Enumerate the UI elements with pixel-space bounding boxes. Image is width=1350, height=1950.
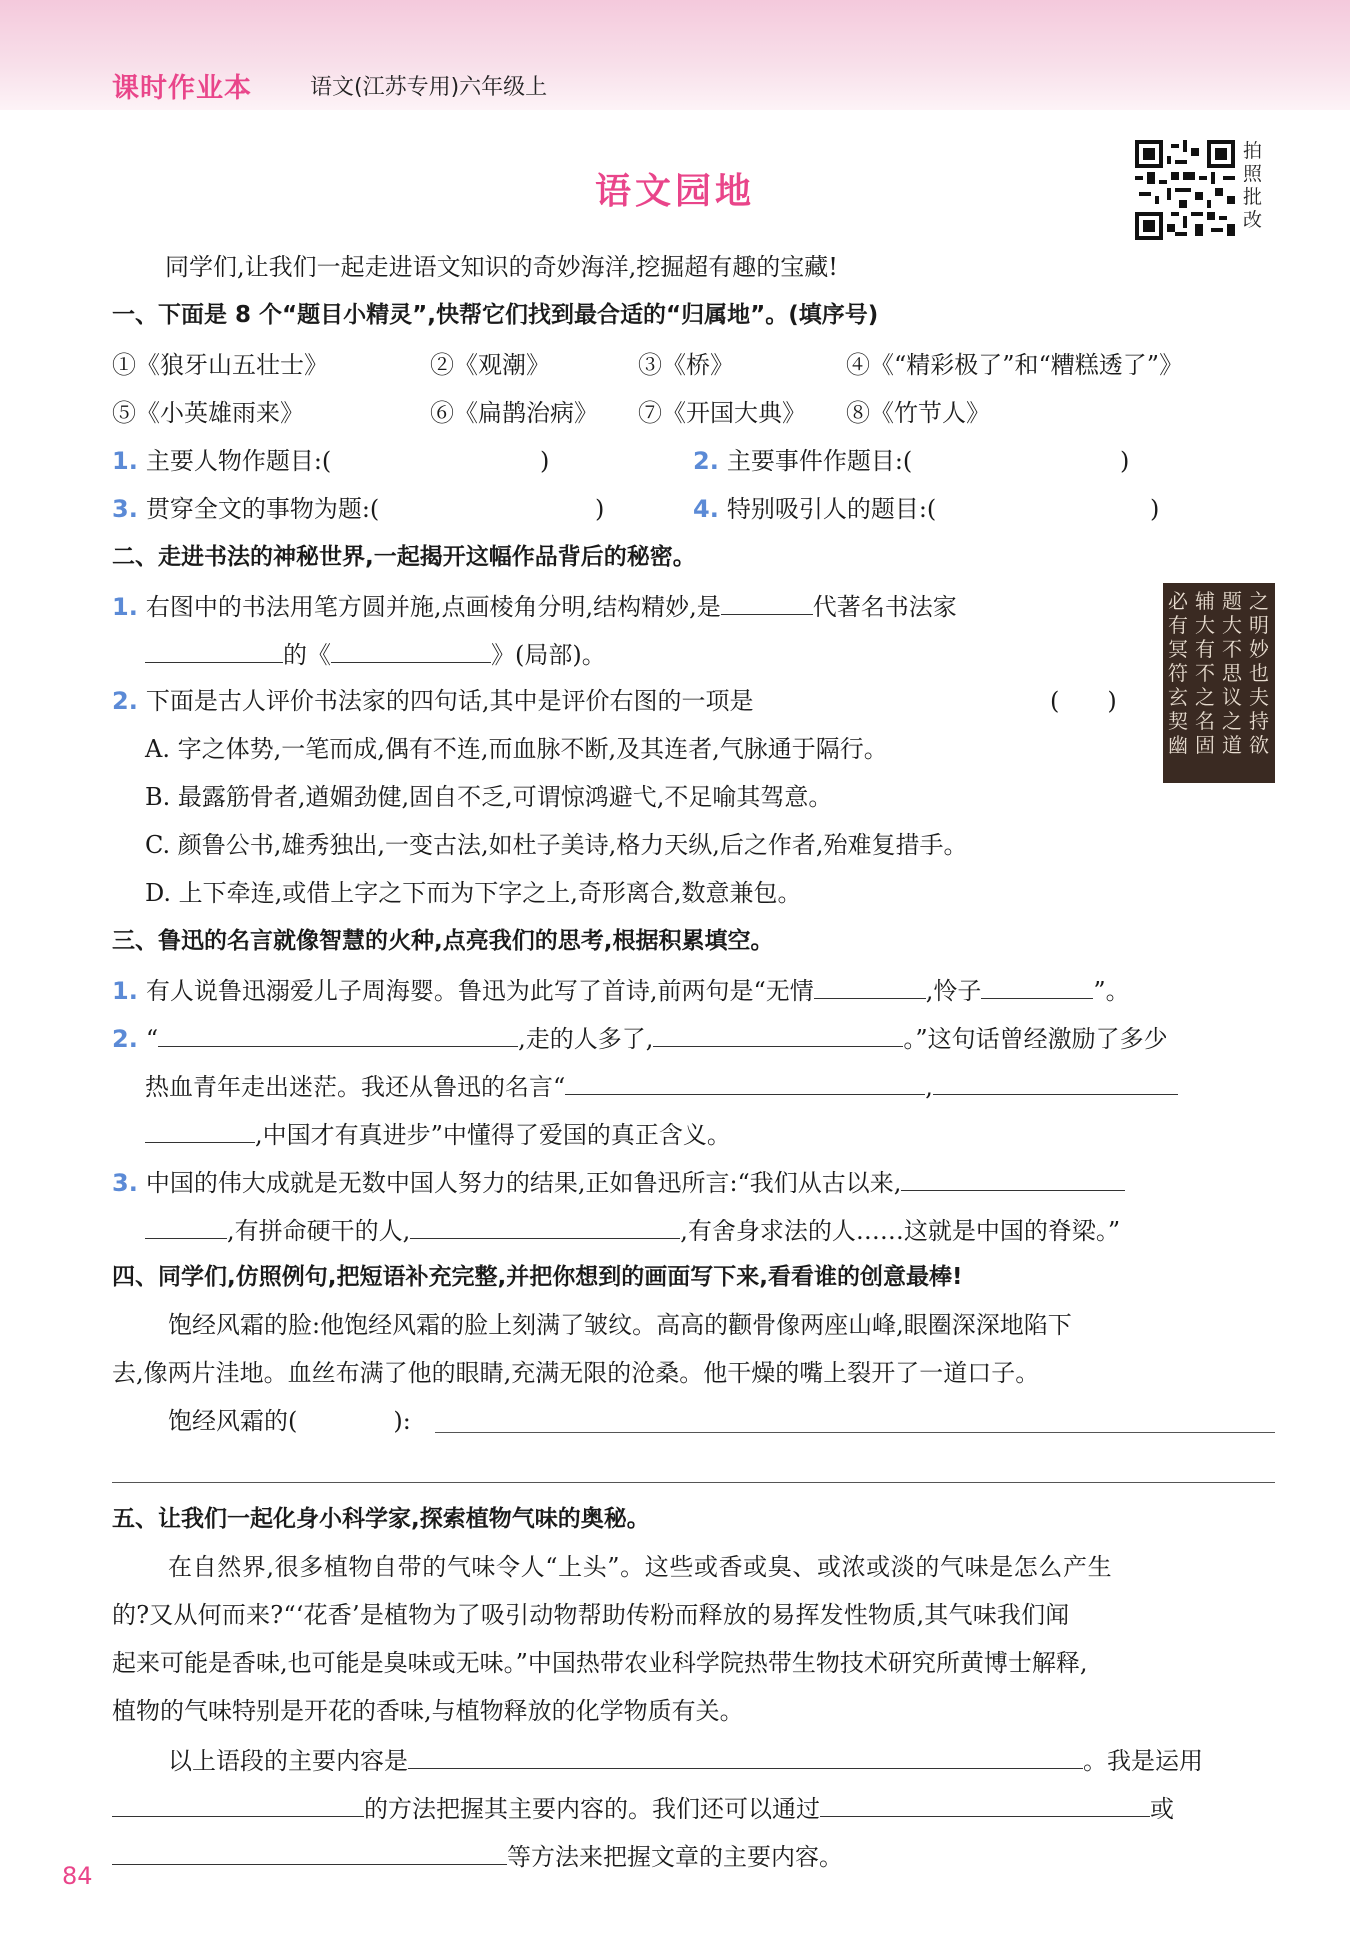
question-text: 以上语段的主要内容是 [168,1747,408,1775]
option-3: ③《桥》 [638,351,734,379]
calligraphy-column: 之明妙也夫持欲 [1249,589,1269,757]
s4-fill-label: 饱经风霜的( ): [168,1407,411,1435]
answer-blank[interactable] [901,1166,1125,1191]
answer-blank[interactable] [653,1022,903,1047]
question-text: 贯穿全文的事物为题:( [145,495,380,523]
question-number: 2. [112,1025,138,1053]
s3-question-2-end [145,1118,731,1150]
s3-question-3-cont [145,1214,1120,1246]
s3-question-2 [112,1022,1168,1054]
question-text: 热血青年走出迷茫。我还从鲁迅的名言“ [145,1073,566,1101]
question-text: 下面是古人评价书法家的四句话,其中是评价右图的一项是 [145,687,754,715]
answer-blank[interactable] [145,1214,227,1239]
brand-title: 课时作业本 [112,73,252,104]
page-number: 84 [62,1862,93,1890]
question-text: 的《 [283,641,331,669]
option-8: ⑧《竹节人》 [846,399,990,427]
reading-paragraph-line: 在自然界,很多植物自带的气味令人“上头”。这些或香或臭、或浓或淡的气味是怎么产生 [168,1553,1113,1581]
reading-paragraph-line: 的?又从何而来?“‘花香’是植物为了吸引动物帮助传粉而释放的易挥发性物质,其气味我们闻 [112,1601,1070,1629]
question-text: ,有拼命硬干的人, [227,1217,411,1245]
option-6: ⑥《扁鹊治病》 [430,399,598,427]
question-text: 有人说鲁迅溺爱儿子周海婴。鲁迅为此写了首诗,前两句是“无情 [145,977,814,1005]
answer-blank[interactable] [933,1070,1178,1095]
question-text: 右图中的书法用笔方圆并施,点画棱角分明,结构精妙,是 [145,593,721,621]
calligraphy-column: 辅大有不之名固 [1195,589,1215,757]
option-4: ④《“精彩极了”和“糟糕透了”》 [846,351,1184,379]
s1-question-2 [693,446,912,476]
calligraphy-column: 必有冥符玄契幽 [1168,589,1188,757]
answer-blank[interactable] [820,1792,1150,1817]
question-text: 代著名书法家 [812,593,957,621]
question-text: 主要人物作题目:( [145,447,332,475]
s2-question-1-cont [145,638,606,670]
section-4-heading: 四、同学们,仿照例句,把短语补充完整,并把你想到的画面写下来,看看谁的创意最棒! [112,1264,963,1290]
question-text: 等方法来把握文章的主要内容。 [507,1843,843,1871]
question-number: 2. [693,447,719,475]
calligraphy-image [1163,583,1275,783]
question-number: 1. [112,447,138,475]
choice-c: C. 颜鲁公书,雄秀独出,一变古法,如杜子美诗,格力天纵,后之作者,殆难复措手。 [145,831,968,859]
answer-blank[interactable] [565,1070,925,1095]
answer-blank[interactable] [410,1214,680,1239]
writing-line[interactable] [435,1432,1275,1433]
question-number: 3. [112,1169,138,1197]
s2-question-2 [112,686,753,716]
question-text: , [925,1073,933,1101]
question-text: 主要事件作题目:( [726,447,913,475]
s1-question-4 [693,494,936,524]
writing-line[interactable] [112,1482,1275,1483]
s1-close-paren: ) [1150,495,1160,523]
question-text: 。我是运用 [1083,1747,1203,1775]
example-paragraph-line: 饱经风霜的脸:他饱经风霜的脸上刻满了皱纹。高高的颧骨像两座山峰,眼圈深深地陷下 [168,1311,1072,1339]
intro-text: 同学们,让我们一起走进语文知识的奇妙海洋,挖掘超有趣的宝藏! [165,253,838,281]
qr-code-icon[interactable] [1135,140,1235,240]
s5-question-line [112,1792,1174,1824]
s5-question-line [112,1840,843,1872]
qr-label: 拍照批改 [1243,140,1263,231]
answer-blank[interactable] [158,1022,518,1047]
question-text: ,中国才有真进步”中懂得了爱国的真正含义。 [255,1121,731,1149]
choice-d: D. 上下牵连,或借上字之下而为下字之上,奇形离合,数意兼包。 [145,879,802,907]
s1-close-paren: ) [540,447,550,475]
answer-blank[interactable] [814,974,926,999]
question-text: ,有舍身求法的人……这就是中国的脊梁。” [680,1217,1121,1245]
subject-label: 语文(江苏专用)六年级上 [310,75,548,100]
answer-blank[interactable] [145,1118,255,1143]
s3-question-1 [112,974,1130,1006]
option-2: ②《观潮》 [430,351,550,379]
question-text: 中国的伟大成就是无数中国人努力的结果,正如鲁迅所言:“我们从古以来, [145,1169,902,1197]
answer-blank[interactable] [112,1840,507,1865]
reading-paragraph-line: 植物的气味特别是开花的香味,与植物释放的化学物质有关。 [112,1697,744,1725]
s1-close-paren: ) [595,495,605,523]
question-text: 。”这句话曾经激励了多少 [903,1025,1168,1053]
answer-blank[interactable] [408,1744,1083,1769]
section-1-heading: 一、下面是 8 个“题目小精灵”,快帮它们找到最合适的“归属地”。(填序号) [112,302,879,328]
calligraphy-column: 题大不思议之道 [1222,589,1242,757]
s1-close-paren: ) [1120,447,1130,475]
answer-paren[interactable]: ( ) [1050,687,1117,715]
section-5-heading: 五、让我们一起化身小科学家,探索植物气味的奥秘。 [112,1506,650,1532]
question-number: 2. [112,687,138,715]
section-3-heading: 三、鲁迅的名言就像智慧的火种,点亮我们的思考,根据积累填空。 [112,928,774,954]
answer-blank[interactable] [145,638,283,663]
option-5: ⑤《小英雄雨来》 [112,399,304,427]
question-text: ,走的人多了, [518,1025,654,1053]
question-number: 1. [112,593,138,621]
question-text: ”。 [1093,977,1130,1005]
s3-question-3 [112,1166,1125,1198]
question-number: 3. [112,495,138,523]
choice-a: A. 字之体势,一笔而成,偶有不连,而血脉不断,及其连者,气脉通于隔行。 [145,735,888,763]
question-text: 或 [1150,1795,1174,1823]
answer-blank[interactable] [112,1792,364,1817]
question-number: 4. [693,495,719,523]
option-1: ①《狼牙山五壮士》 [112,351,328,379]
question-text: ,怜子 [925,977,982,1005]
s3-question-2-cont [145,1070,1178,1102]
example-paragraph-line: 去,像两片洼地。血丝布满了他的眼睛,充满无限的沧桑。他干燥的嘴上裂开了一道口子。 [112,1359,1040,1387]
s1-question-1 [112,446,331,476]
choice-b: B. 最露筋骨者,遒媚劲健,固自不乏,可谓惊鸿避弋,不足喻其驾意。 [145,783,833,811]
answer-blank[interactable] [331,638,491,663]
question-text: 》(局部)。 [491,641,606,669]
question-text: “ [145,1025,159,1053]
question-text: 的方法把握其主要内容的。我们还可以通过 [364,1795,820,1823]
page-title: 语文园地 [594,171,755,212]
answer-blank[interactable] [721,590,813,615]
s2-question-1 [112,590,957,622]
question-text: 特别吸引人的题目:( [726,495,937,523]
option-7: ⑦《开国大典》 [638,399,806,427]
s1-question-3 [112,494,379,524]
section-2-heading: 二、走进书法的神秘世界,一起揭开这幅作品背后的秘密。 [112,544,696,570]
question-number: 1. [112,977,138,1005]
answer-blank[interactable] [981,974,1093,999]
reading-paragraph-line: 起来可能是香味,也可能是臭味或无味。”中国热带农业科学院热带生物技术研究所黄博士解释, [112,1649,1088,1677]
s5-question-line [168,1744,1203,1776]
